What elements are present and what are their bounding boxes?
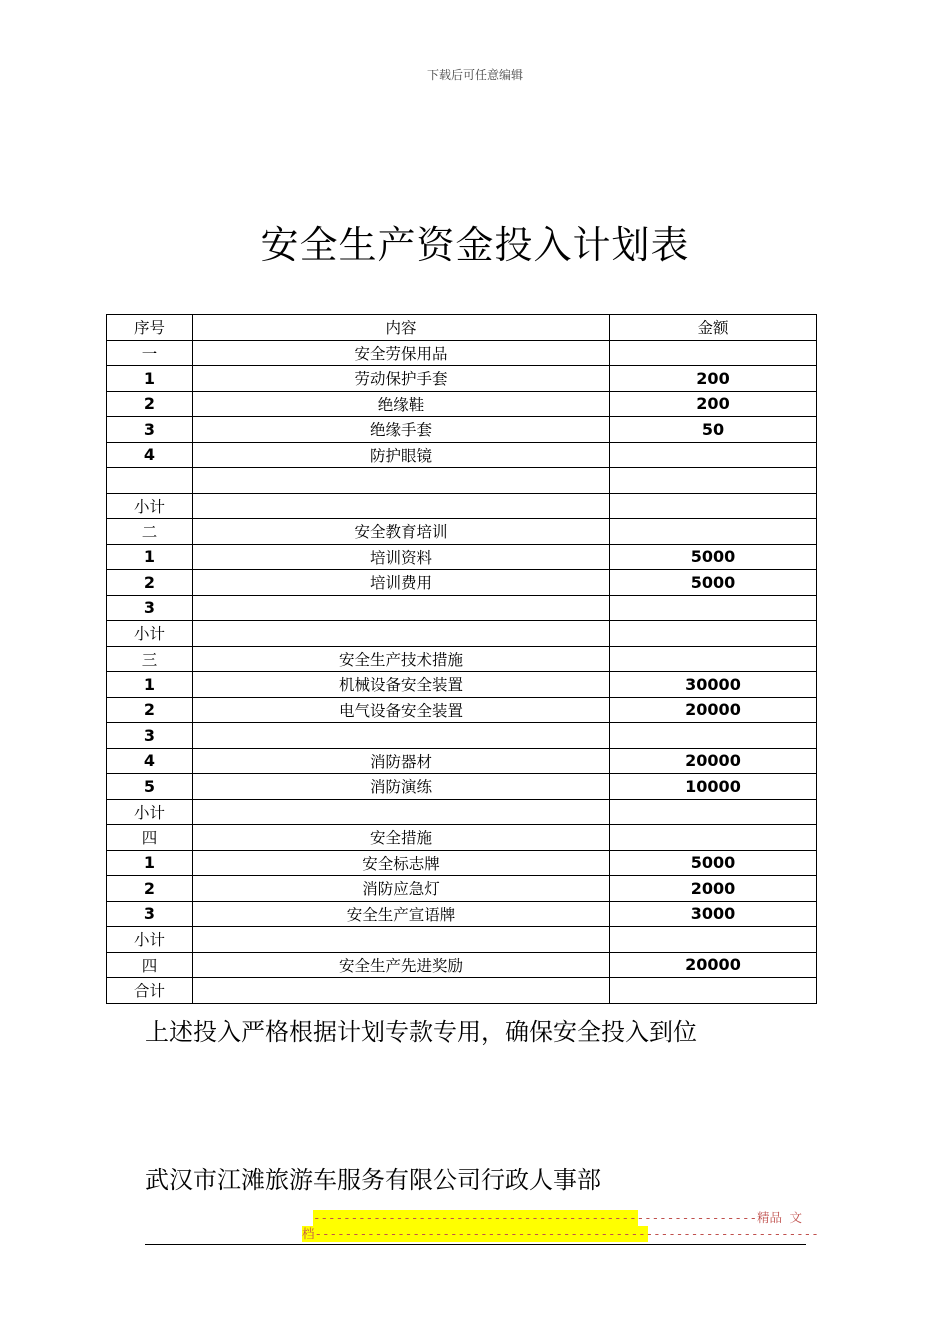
row-seq bbox=[107, 468, 193, 494]
row-seq: 3 bbox=[107, 595, 193, 621]
row-content: 培训资料 bbox=[193, 544, 610, 570]
table-row bbox=[107, 927, 817, 953]
row-seq: 四 bbox=[107, 825, 193, 851]
table-row bbox=[107, 621, 817, 647]
row-content: 消防器材 bbox=[193, 748, 610, 774]
table-row bbox=[107, 876, 817, 902]
row-content: 消防应急灯 bbox=[193, 876, 610, 902]
row-seq: 3 bbox=[107, 723, 193, 749]
row-seq: 3 bbox=[107, 901, 193, 927]
table-row bbox=[107, 825, 817, 851]
document-title: 安全生产资金投入计划表 bbox=[260, 223, 690, 267]
budget-table bbox=[106, 314, 817, 1004]
row-amount: 20000 bbox=[610, 952, 817, 978]
row-seq: 小计 bbox=[107, 621, 193, 647]
row-content bbox=[193, 927, 610, 953]
row-amount bbox=[610, 723, 817, 749]
row-content: 安全措施 bbox=[193, 825, 610, 851]
row-amount bbox=[610, 595, 817, 621]
company-name: 武汉市江滩旅游车服务有限公司行政人事部 bbox=[145, 1166, 601, 1194]
row-content: 安全生产先进奖励 bbox=[193, 952, 610, 978]
row-amount: 2000 bbox=[610, 876, 817, 902]
row-content bbox=[193, 595, 610, 621]
row-amount: 5000 bbox=[610, 544, 817, 570]
table-row bbox=[107, 366, 817, 392]
table-row bbox=[107, 493, 817, 519]
row-content bbox=[193, 723, 610, 749]
row-content bbox=[193, 621, 610, 647]
table-row bbox=[107, 340, 817, 366]
row-amount: 50 bbox=[610, 417, 817, 443]
row-seq: 合计 bbox=[107, 978, 193, 1004]
table-row bbox=[107, 417, 817, 443]
table-row bbox=[107, 774, 817, 800]
row-seq: 1 bbox=[107, 672, 193, 698]
row-amount bbox=[610, 825, 817, 851]
row-amount: 10000 bbox=[610, 774, 817, 800]
table-row bbox=[107, 519, 817, 545]
row-seq: 小计 bbox=[107, 493, 193, 519]
row-amount bbox=[610, 340, 817, 366]
row-amount: 200 bbox=[610, 391, 817, 417]
row-content: 劳动保护手套 bbox=[193, 366, 610, 392]
header-content: 内容 bbox=[193, 315, 610, 341]
row-seq: 2 bbox=[107, 391, 193, 417]
table-row bbox=[107, 646, 817, 672]
row-seq: 4 bbox=[107, 442, 193, 468]
row-amount: 5000 bbox=[610, 850, 817, 876]
row-seq: 3 bbox=[107, 417, 193, 443]
row-content: 绝缘鞋 bbox=[193, 391, 610, 417]
row-amount: 20000 bbox=[610, 748, 817, 774]
row-seq: 2 bbox=[107, 570, 193, 596]
footer-rule bbox=[145, 1244, 806, 1245]
row-content: 防护眼镜 bbox=[193, 442, 610, 468]
row-seq: 四 bbox=[107, 952, 193, 978]
row-content: 机械设备安全装置 bbox=[193, 672, 610, 698]
table-row bbox=[107, 595, 817, 621]
row-amount: 30000 bbox=[610, 672, 817, 698]
row-amount: 5000 bbox=[610, 570, 817, 596]
table-row bbox=[107, 952, 817, 978]
table-row bbox=[107, 442, 817, 468]
row-seq: 1 bbox=[107, 850, 193, 876]
row-amount bbox=[610, 799, 817, 825]
row-content: 安全劳保用品 bbox=[193, 340, 610, 366]
row-seq: 1 bbox=[107, 366, 193, 392]
table-row bbox=[107, 748, 817, 774]
row-amount: 3000 bbox=[610, 901, 817, 927]
row-seq: 5 bbox=[107, 774, 193, 800]
header-seq: 序号 bbox=[107, 315, 193, 341]
row-amount bbox=[610, 442, 817, 468]
row-content: 消防演练 bbox=[193, 774, 610, 800]
row-content bbox=[193, 493, 610, 519]
header-note: 下载后可任意编辑 bbox=[426, 68, 523, 82]
footer-line-1: -----------------------------------------------------------精品 文 bbox=[313, 1210, 803, 1225]
row-amount bbox=[610, 978, 817, 1004]
row-seq: 一 bbox=[107, 340, 193, 366]
row-amount bbox=[610, 519, 817, 545]
table-row bbox=[107, 570, 817, 596]
row-content bbox=[193, 468, 610, 494]
table-row bbox=[107, 544, 817, 570]
row-content: 电气设备安全装置 bbox=[193, 697, 610, 723]
row-amount: 200 bbox=[610, 366, 817, 392]
table-row bbox=[107, 850, 817, 876]
table-header-row bbox=[107, 315, 817, 341]
statement-text: 上述投入严格根据计划专款专用，确保安全投入到位 bbox=[145, 1018, 697, 1046]
row-seq: 小计 bbox=[107, 799, 193, 825]
row-amount bbox=[610, 646, 817, 672]
table-row bbox=[107, 901, 817, 927]
row-content: 培训费用 bbox=[193, 570, 610, 596]
row-content: 安全生产宣语牌 bbox=[193, 901, 610, 927]
header-amount: 金额 bbox=[610, 315, 817, 341]
table-row bbox=[107, 978, 817, 1004]
row-amount bbox=[610, 621, 817, 647]
table-row bbox=[107, 799, 817, 825]
row-seq: 小计 bbox=[107, 927, 193, 953]
row-content: 安全标志牌 bbox=[193, 850, 610, 876]
row-amount bbox=[610, 468, 817, 494]
table-row bbox=[107, 672, 817, 698]
footer-line-2: 档------------------------------------------------------------------- bbox=[302, 1226, 819, 1241]
table-row bbox=[107, 468, 817, 494]
row-content: 安全生产技术措施 bbox=[193, 646, 610, 672]
row-seq: 4 bbox=[107, 748, 193, 774]
row-seq: 1 bbox=[107, 544, 193, 570]
row-content bbox=[193, 799, 610, 825]
table-row bbox=[107, 697, 817, 723]
row-content: 绝缘手套 bbox=[193, 417, 610, 443]
row-amount: 20000 bbox=[610, 697, 817, 723]
row-content: 安全教育培训 bbox=[193, 519, 610, 545]
row-seq: 2 bbox=[107, 697, 193, 723]
row-content bbox=[193, 978, 610, 1004]
row-amount bbox=[610, 493, 817, 519]
row-seq: 2 bbox=[107, 876, 193, 902]
row-seq: 三 bbox=[107, 646, 193, 672]
table-row bbox=[107, 391, 817, 417]
table-row bbox=[107, 723, 817, 749]
row-seq: 二 bbox=[107, 519, 193, 545]
row-amount bbox=[610, 927, 817, 953]
